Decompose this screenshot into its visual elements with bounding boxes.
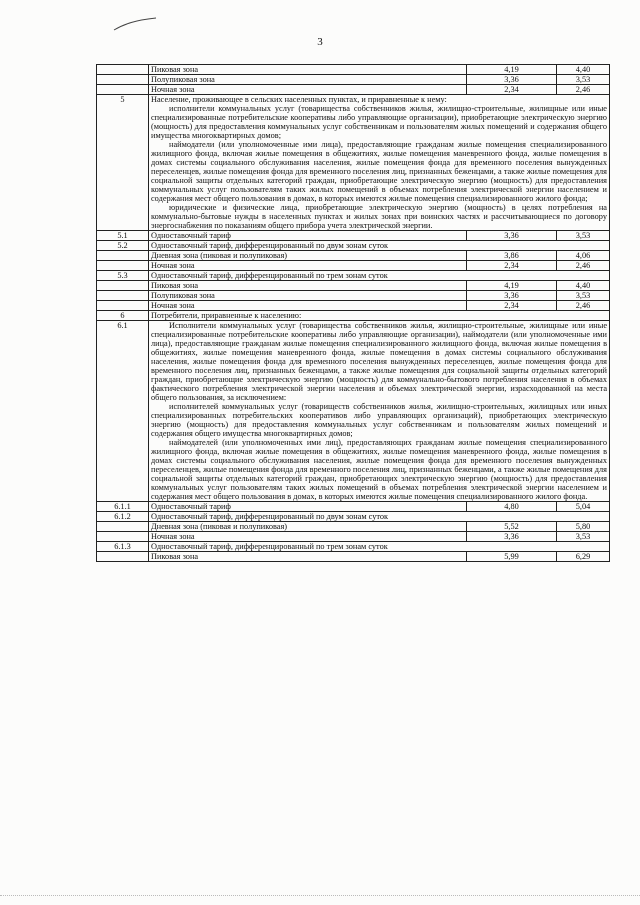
table-row (97, 311, 610, 321)
section-5-paragraph: юридические и физические лица, приобретающие электрическую энергию (мощность) в целях потребления на коммунально-бытовые нужды в населенных пунктах и жилых зонах при воинских частях и рассчитывающиеся по договору энергоснабжения по показаниям общего прибора учета электрической энергии. (151, 203, 607, 230)
row-label: Дневная зона (пиковая и полупиковая) (149, 522, 467, 532)
section-6-1-paragraph: наймодателей (или уполномоченных ими лиц), предоставляющих гражданам жилые помещения специализированного жилищного фонда, включая жилые помещения в общежитиях, жилые помещения маневренного фонда, жилые помещения в домах системы социального обслуживания населения, жилые помещения фонда для временного поселения вынужденных переселенцев, жилые помещения фонда для временного поселения лиц, признанных беженцами, а также жилые помещения для социальной защиты отдельных категорий граждан, приобретающих электрическую энергию (мощность) для предоставления коммунальных услуг пользователям таких жилых помещений в объемах потребления электрической энергии населением и содержания мест общего пользования в домах, в которых имеются жилые помещения специализированного жилого фонда. (151, 438, 607, 501)
row-label: Дневная зона (пиковая и полупиковая) (149, 251, 467, 261)
row-number (97, 65, 149, 75)
row-label: Одноставочный тариф (149, 231, 467, 241)
row-number (97, 251, 149, 261)
section-6-1-paragraph: исполнителей коммунальных услуг (товариществ собственников жилья, жилищно-строительных, жилищных или иных специализированных потребительских кооперативов либо управляющих организаций), приобретающих электрическую энергию (мощность) для предоставления коммунальных услуг собственникам и пользователям жилых помещений и содержания общего имущества многоквартирных домов; (151, 402, 607, 438)
table-row (97, 542, 610, 552)
section-5-paragraph: исполнители коммунальных услуг (товарищества собственников жилья, жилищно-строительные, жилищные или иные специализированные потребительские кооперативы либо управляющие организации), приобретающие электрическую энергию (мощность) для предоставления коммунальных услуг собственникам и пользователям жилых помещений и содержания общего имущества многоквартирных домов; (151, 104, 607, 140)
table-row (97, 522, 610, 532)
table-row (97, 231, 610, 241)
row-label: Ночная зона (149, 301, 467, 311)
tariff-value-first-half: 3,36 (467, 75, 557, 85)
tariff-value-second-half: 5,80 (557, 522, 610, 532)
row-number (97, 281, 149, 291)
tariff-value-second-half: 3,53 (557, 75, 610, 85)
table-row (97, 261, 610, 271)
tariff-value-first-half: 3,36 (467, 291, 557, 301)
row-label: Одноставочный тариф, дифференцированный по трем зонам суток (149, 542, 610, 552)
row-number (97, 261, 149, 271)
section-5-paragraph: наймодатели (или уполномоченные ими лица), предоставляющие гражданам жилые помещения специализированного жилищного фонда, включая жилые помещения в общежитиях, жилые помещения маневренного фонда, жилые помещения в домах системы социального обслуживания населения, жилые помещения фонда для временного поселения вынужденных переселенцев, жилые помещения фонда для временного поселения лиц, признанных беженцами, а также жилые помещения для социальной защиты отдельных категорий граждан, приобретающие электрическую энергию (мощность) для предоставления коммунальных услуг пользователям таких жилых помещений в объемах потребления электрической энергии населением и содержания мест общего пользования в домах, в которых имеются жилые помещения специализированного жилого фонда; (151, 140, 607, 203)
row-number (97, 532, 149, 542)
tariff-value-first-half: 4,19 (467, 65, 557, 75)
table-row (97, 502, 610, 512)
row-number: 5.3 (97, 271, 149, 281)
tariff-value-second-half: 4,40 (557, 65, 610, 75)
row-label: Полупиковая зона (149, 291, 467, 301)
table-row (97, 532, 610, 542)
row-label: Одноставочный тариф (149, 502, 467, 512)
page-number: 3 (317, 36, 323, 48)
table-row (97, 301, 610, 311)
page-bottom-edge (0, 895, 640, 899)
table-row-section-6-1 (97, 321, 610, 502)
tariff-value-first-half: 4,19 (467, 281, 557, 291)
table-row (97, 281, 610, 291)
section-6-1-description (149, 321, 610, 502)
row-label: Одноставочный тариф, дифференцированный по двум зонам суток (149, 512, 610, 522)
table-row (97, 291, 610, 301)
table-row (97, 241, 610, 251)
row-label: Одноставочный тариф, дифференцированный по двум зонам суток (149, 241, 610, 251)
row-number: 5.1 (97, 231, 149, 241)
row-label: Полупиковая зона (149, 75, 467, 85)
tariff-value-second-half: 3,53 (557, 532, 610, 542)
tariff-table (96, 64, 610, 562)
table-row (97, 75, 610, 85)
table-row (97, 271, 610, 281)
tariff-value-first-half: 4,80 (467, 502, 557, 512)
row-label: Ночная зона (149, 85, 467, 95)
tariff-value-second-half: 3,53 (557, 231, 610, 241)
row-number: 5.2 (97, 241, 149, 251)
table-row (97, 552, 610, 562)
tariff-value-second-half: 4,06 (557, 251, 610, 261)
row-label: Пиковая зона (149, 65, 467, 75)
row-label: Одноставочный тариф, дифференцированный по трем зонам суток (149, 271, 610, 281)
table-row (97, 512, 610, 522)
table-row (97, 85, 610, 95)
table-row (97, 65, 610, 75)
row-number (97, 301, 149, 311)
tariff-value-second-half: 6,29 (557, 552, 610, 562)
tariff-value-second-half: 2,46 (557, 301, 610, 311)
tariff-value-first-half: 2,34 (467, 85, 557, 95)
row-number (97, 522, 149, 532)
tariff-value-first-half: 5,52 (467, 522, 557, 532)
row-label: Пиковая зона (149, 552, 467, 562)
tariff-value-first-half: 2,34 (467, 301, 557, 311)
tariff-value-second-half: 2,46 (557, 85, 610, 95)
tariff-value-second-half: 5,04 (557, 502, 610, 512)
row-number (97, 85, 149, 95)
row-label: Ночная зона (149, 532, 467, 542)
row-label: Пиковая зона (149, 281, 467, 291)
tariff-value-second-half: 2,46 (557, 261, 610, 271)
row-number: 6.1.3 (97, 542, 149, 552)
row-number (97, 291, 149, 301)
tariff-value-second-half: 3,53 (557, 291, 610, 301)
tariff-value-second-half: 4,40 (557, 281, 610, 291)
table-row-section-5 (97, 95, 610, 231)
pen-stroke-mark (112, 14, 158, 34)
tariff-value-first-half: 5,99 (467, 552, 557, 562)
tariff-value-first-half: 3,36 (467, 231, 557, 241)
tariff-value-first-half: 3,86 (467, 251, 557, 261)
row-label: Ночная зона (149, 261, 467, 271)
row-label: Потребители, приравненные к населению: (149, 311, 610, 321)
section-5-description (149, 95, 610, 231)
row-number: 6.1.2 (97, 512, 149, 522)
section-5-heading: Население, проживающее в сельских населенных пунктах, и приравненные к нему: (151, 95, 447, 104)
section-6-1-paragraph: Исполнители коммунальных услуг (товарищества собственников жилья, жилищно-строительные, жилищные или иные специализированные потребительские кооперативы либо управляющие организации), наймодатели (или уполномоченные ими лица), предоставляющие гражданам жилые помещения специализированного жилищного фонда, включая жилые помещения в общежитиях, жилые помещения маневренного фонда, жилые помещения в домах системы социального обслуживания населения, жилые помещения фонда для временного поселения вынужденных переселенцев, жилые помещения фонда для временного поселения лиц, признанных беженцами, а также жилые помещения для социальной защиты отдельных категорий граждан, приобретающие электрическую энергию (мощность) для коммунально-бытового потребления населения в объемах фактического потребления электрической энергии населения и объемах электрической энергии, израсходованной на места общего пользования, за исключением: (151, 321, 607, 402)
table-row (97, 251, 610, 261)
tariff-value-first-half: 3,36 (467, 532, 557, 542)
tariff-value-first-half: 2,34 (467, 261, 557, 271)
row-number: 6.1 (97, 321, 149, 502)
row-number: 5 (97, 95, 149, 231)
row-number: 6 (97, 311, 149, 321)
row-number (97, 552, 149, 562)
row-number (97, 75, 149, 85)
row-number: 6.1.1 (97, 502, 149, 512)
